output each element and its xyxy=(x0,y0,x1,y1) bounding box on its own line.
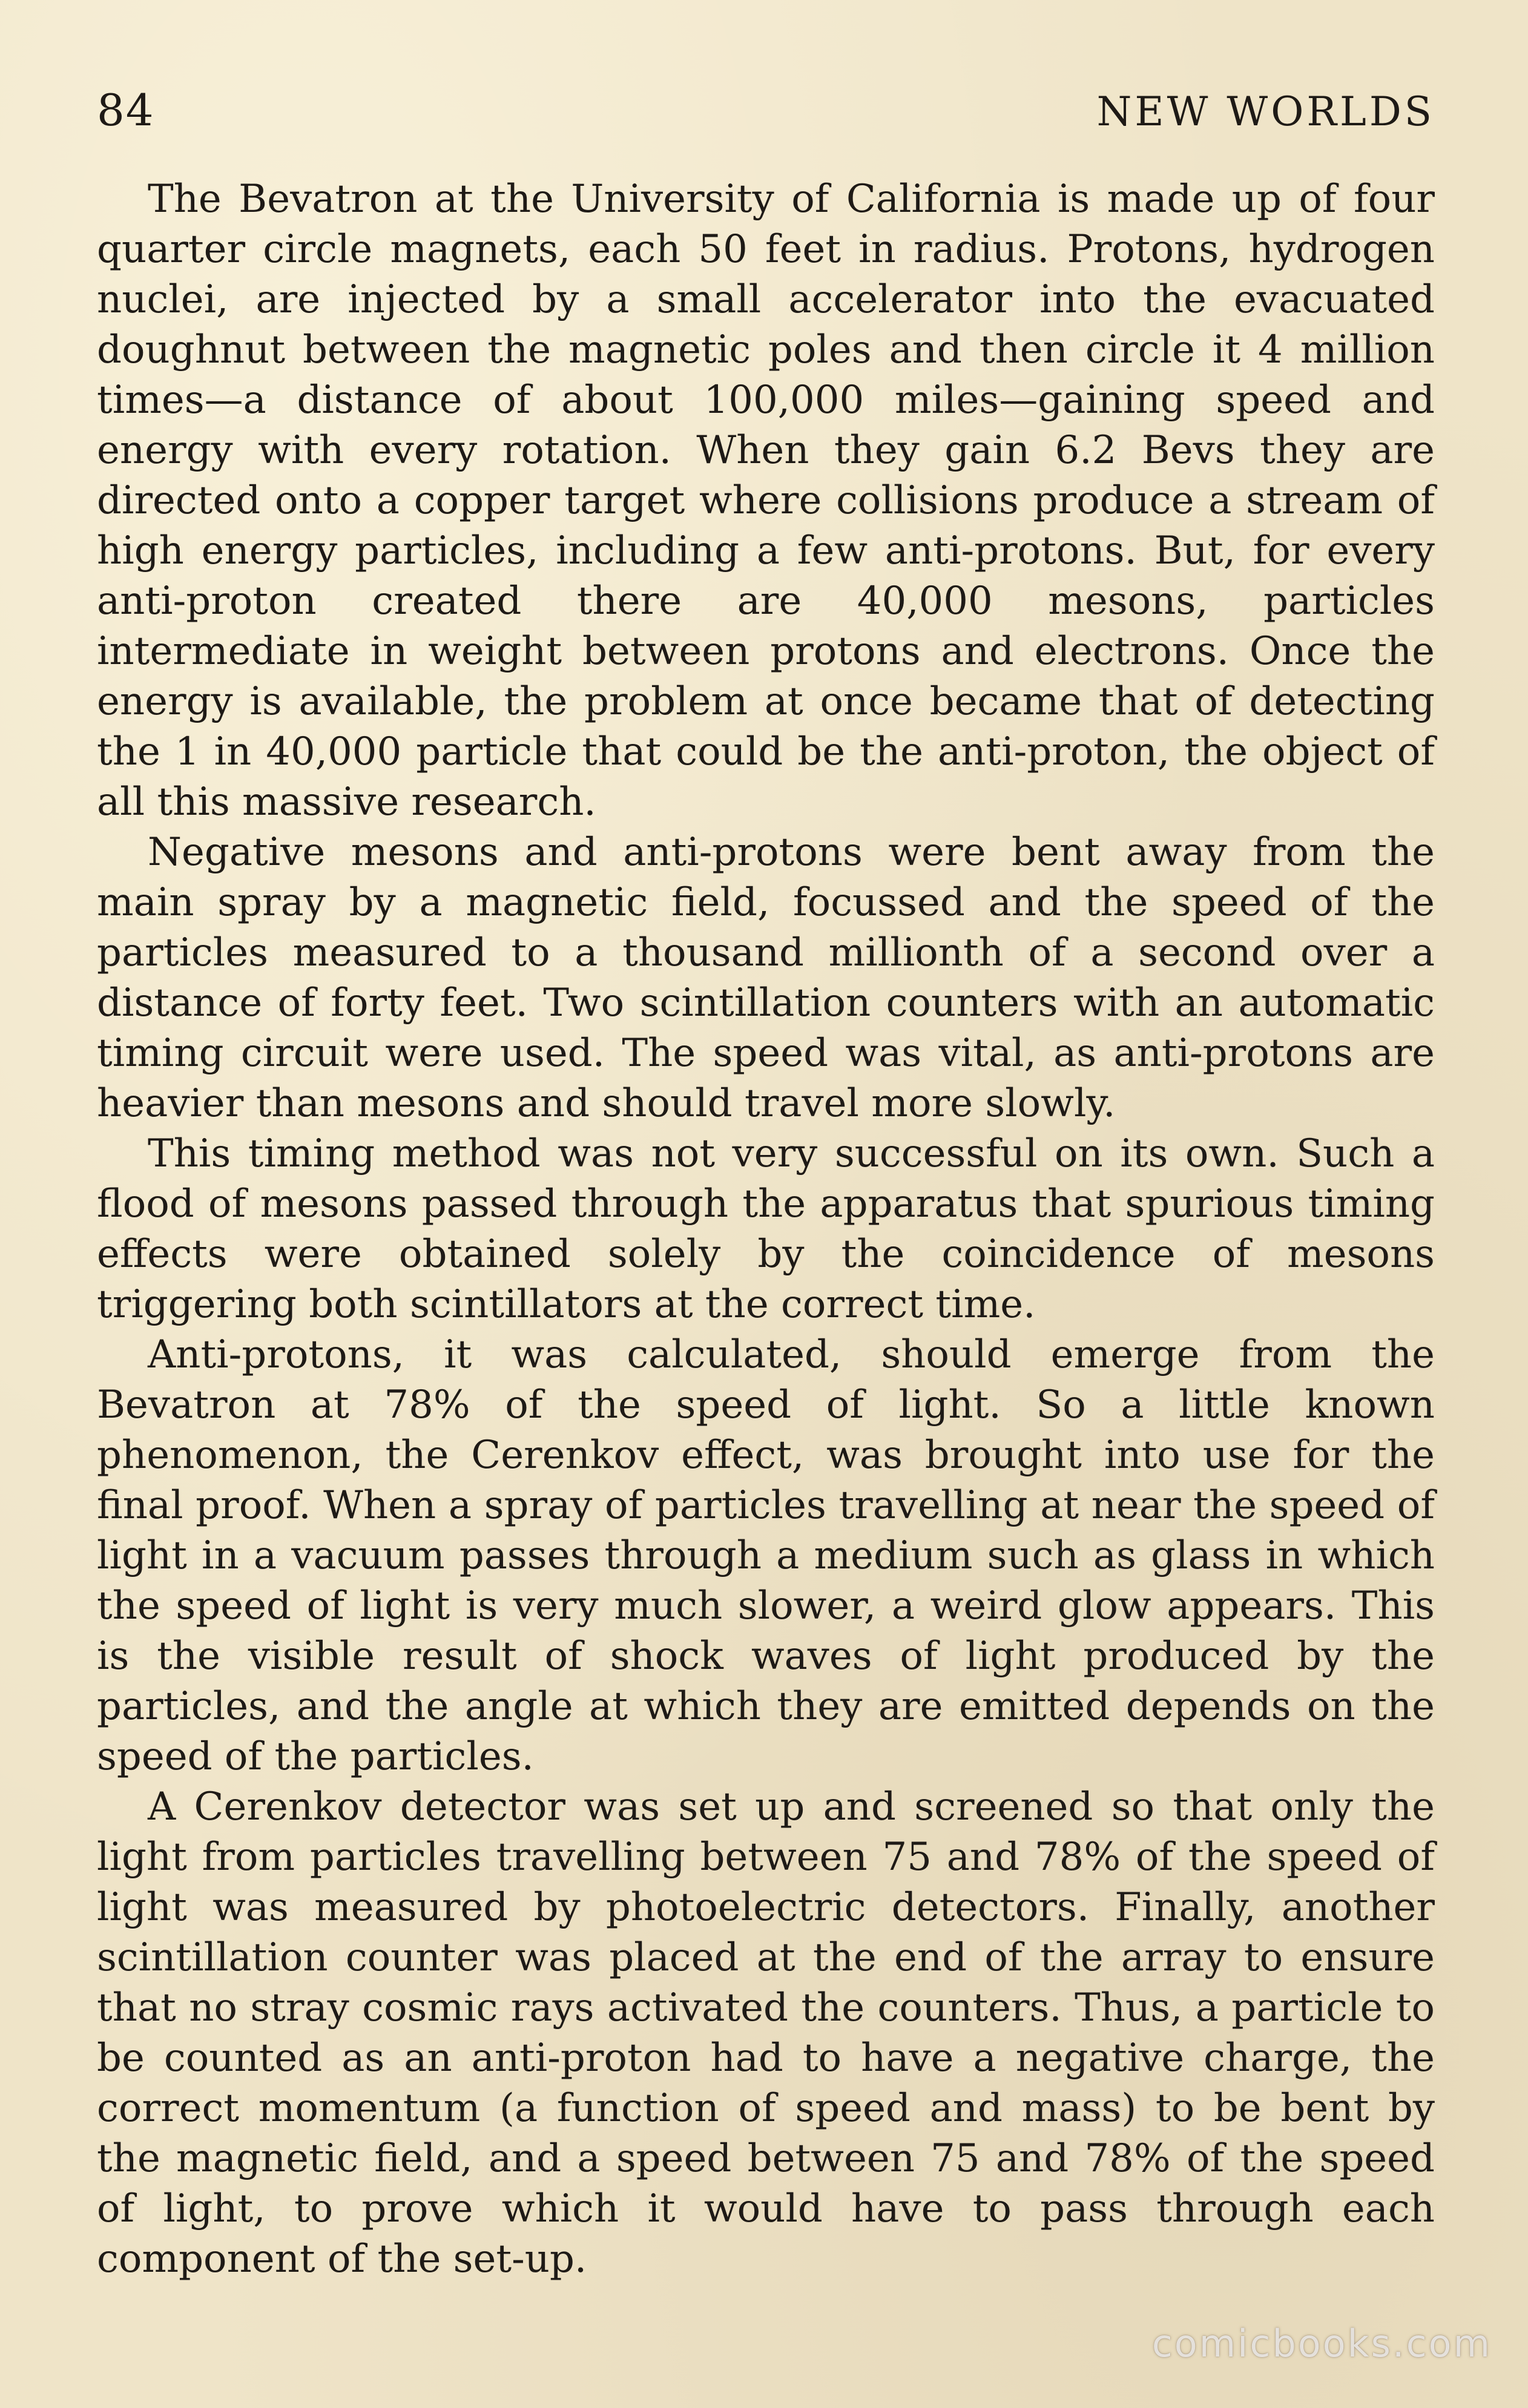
page-number: 84 xyxy=(97,85,155,136)
paragraph-negative-mesons: Negative mesons and anti-protons were bent away from the main spray by a magnetic field, focussed and the speed of the particles measured to a thousand millionth of a second over a distance of forty feet. Two scintillation counters with an automatic timing circuit were used. The speed was vital, as anti-protons are heavier than mesons and should travel more slowly. xyxy=(97,830,1435,1126)
paragraph-cerenkov-effect: Anti-protons, it was calculated, should emerge from the Bevatron at 78% of the speed of light. So a little known phenomenon, the Cerenkov effect, was brought into use for the final proof. When a spray of particles travelling at near the speed of light in a vacuum passes through a medium such as glass in which the speed of light is very much slower, a weird glow appears. This is the visible result of shock waves of light produced by the particles, and the angle at which they are emitted depends on the speed of the particles. xyxy=(97,1332,1435,1779)
running-head xyxy=(97,85,1435,145)
body-text xyxy=(97,174,1435,2285)
paragraph-cerenkov-detector: A Cerenkov detector was set up and screened so that only the light from particles travelling between 75 and 78% of the speed of light was measured by photoelectric detectors. Finally, another scintillation counter was placed at the end of the array to ensure that no stray cosmic rays activated the counters. Thus, a particle to be counted as an anti-proton had to have a negative charge, the correct momentum (a function of speed and mass) to be bent by the magnetic field, and a speed between 75 and 78% of the speed of light, to prove which it would have to pass through each component of the set-up. xyxy=(97,1785,1435,2281)
book-page xyxy=(97,85,1435,2285)
running-title: NEW WORLDS xyxy=(1096,88,1435,135)
watermark: comicbooks.com xyxy=(1151,2321,1492,2366)
paragraph-timing-method: This timing method was not very successful on its own. Such a flood of mesons passed through the apparatus that spurious timing effects were obtained solely by the coincidence of mesons triggering both scintillators at the correct time. xyxy=(97,1131,1435,1327)
paragraph-bevatron: The Bevatron at the University of California is made up of four quarter circle magnets, each 50 feet in radius. Protons, hydrogen nuclei, are injected by a small accelerator into the evacuated doughnut between the magnetic poles and then circle it 4 million times—a distance of about 100,000 miles—gaining speed and energy with every rotation. When they gain 6.2 Bevs they are directed onto a copper target where collisions produce a stream of high energy particles, including a few anti-protons. But, for every anti-proton created there are 40,000 mesons, particles intermediate in weight between protons and electrons. Once the energy is available, the problem at once became that of detecting the 1 in 40,000 particle that could be the anti-proton, the object of all this massive research. xyxy=(97,177,1435,824)
